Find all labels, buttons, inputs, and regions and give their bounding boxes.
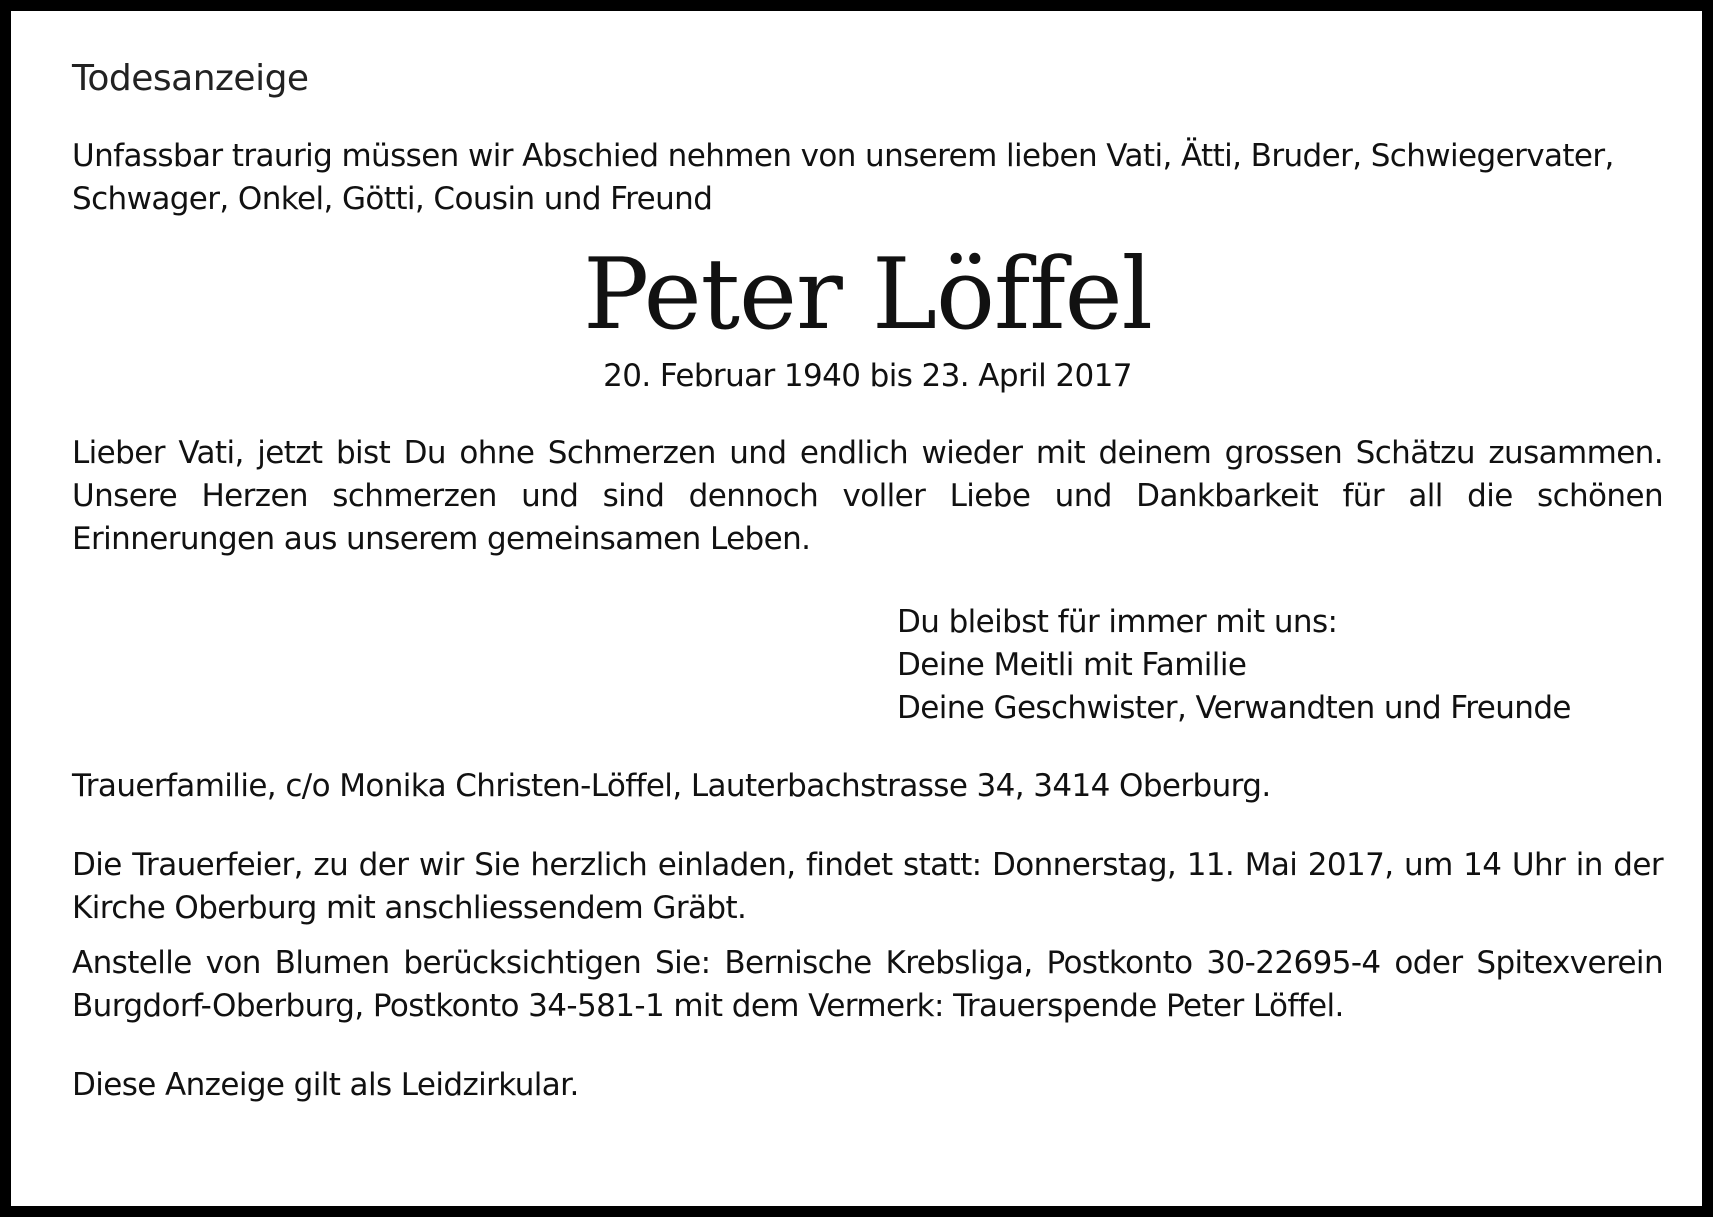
intro-text: Unfassbar traurig müssen wir Abschied nehmen von unserem lieben Vati, Ätti, Bruder, Schwiegervater, Schwager, Onkel, Götti, Cousin und Freund [72, 138, 1614, 217]
farewell-message: Lieber Vati, jetzt bist Du ohne Schmerzen und endlich wieder mit deinem grossen Schätzu zusammen. Unsere Herzen schmerzen und sind dennoch voller Liebe und Dankbarkeit für all die schönen Erinnerungen aus unserem gemeinsamen Leben. [72, 435, 1663, 557]
donation-info: Anstelle von Blumen berücksichtigen Sie: Bernische Krebsliga, Postkonto 30-22695-4 oder Spitexverein Burgdorf-Oberburg, Postkonto 34-581-1 mit dem Vermerk: Trauerspende Peter Löffel. [72, 945, 1663, 1024]
signoff-line: Du bleibst für immer mit uns: [897, 604, 1338, 640]
circular-note: Diese Anzeige gilt als Leidzirkular. [72, 1067, 579, 1103]
life-dates: 20. Februar 1940 bis 23. April 2017 [603, 358, 1132, 394]
signoff-line: Deine Geschwister, Verwandten und Freunde [897, 690, 1571, 726]
signoff-line: Deine Meitli mit Familie [897, 647, 1247, 683]
family-signoff [897, 601, 1663, 730]
family-address: Trauerfamilie, c/o Monika Christen-Löffel, Lauterbachstrasse 34, 3414 Oberburg. [72, 768, 1271, 804]
deceased-name: Peter Löffel [583, 238, 1152, 352]
obituary-heading: Todesanzeige [72, 58, 309, 99]
obituary-content [72, 55, 1663, 1107]
funeral-service-info: Die Trauerfeier, zu der wir Sie herzlich einladen, findet statt: Donnerstag, 11. Mai 2017, um 14 Uhr in der Kirche Oberburg mit anschliessendem Gräbt. [72, 847, 1663, 926]
